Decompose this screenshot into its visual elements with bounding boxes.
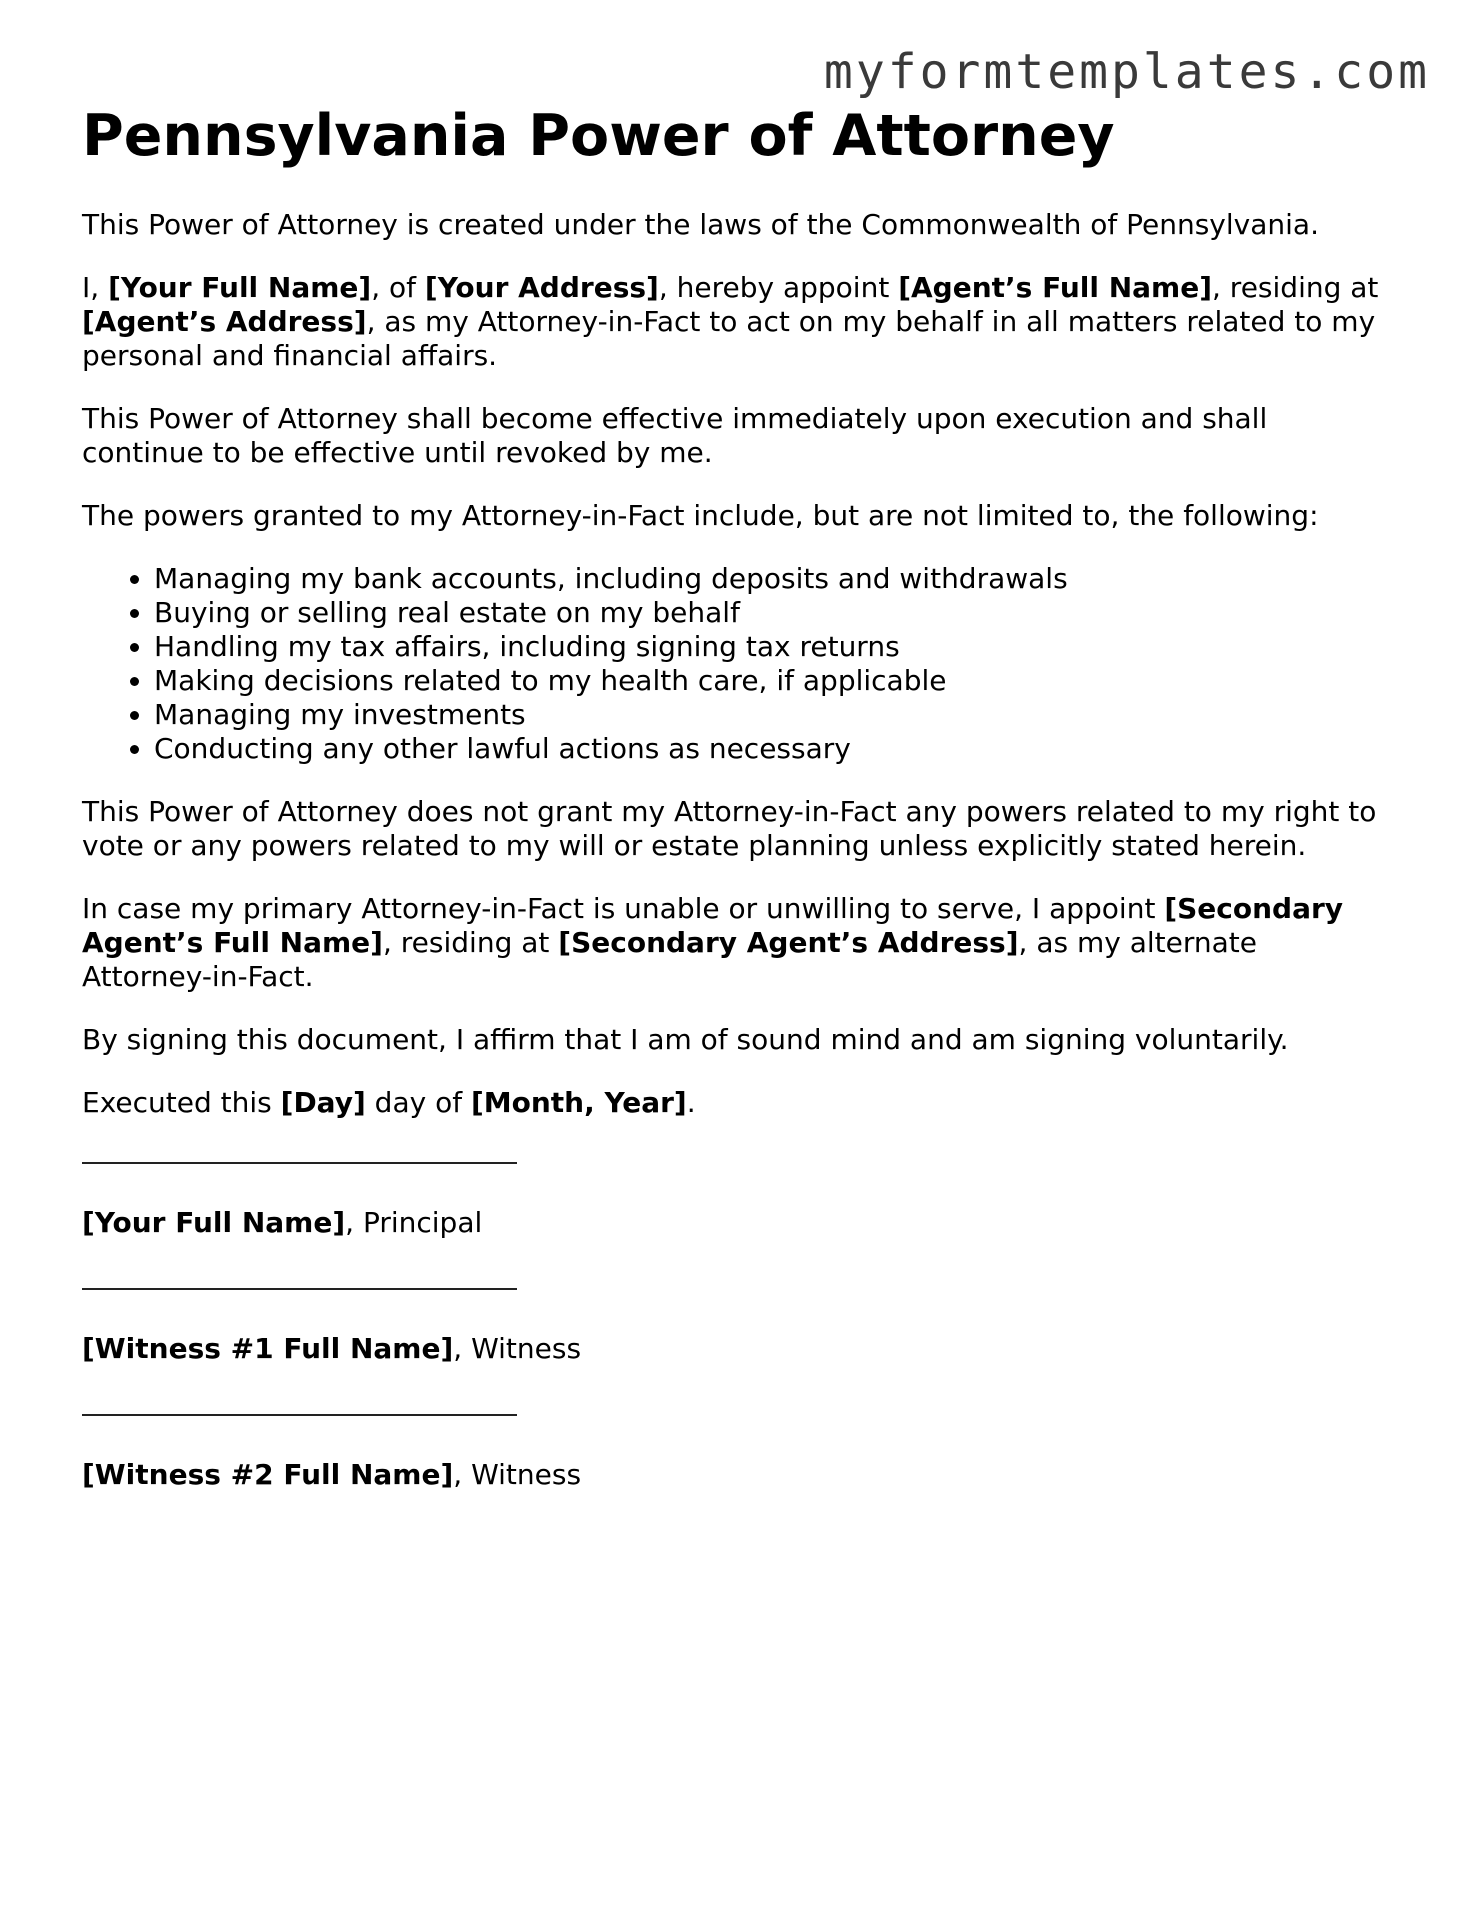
signer-name: [Witness #1 Full Name] (82, 1331, 454, 1365)
effective-paragraph: This Power of Attorney shall become effective immediately upon execution and shall continue to be effective until revoked by me. (82, 401, 1268, 469)
secondary-text: , residing at (382, 925, 559, 959)
signer-name: [Witness #2 Full Name] (82, 1457, 454, 1491)
limitations-paragraph: This Power of Attorney does not grant my Attorney-in-Fact any powers related to my right to vote or any powers related to my will or estate planning unless explicitly stated herein. (82, 794, 1377, 862)
signature-line (82, 1288, 517, 1290)
list-item: • Making decisions related to my health care, if applicable (154, 664, 1392, 698)
signature-line (82, 1162, 517, 1164)
list-item: • Managing my investments (154, 698, 1392, 732)
principal-address-field: [Your Address] (424, 270, 659, 304)
appointment-text: , residing at (1212, 270, 1379, 304)
affirmation-paragraph: By signing this document, I affirm that I am of sound mind and am signing voluntarily. (82, 1022, 1289, 1056)
witness-2-signature-block (82, 1414, 1392, 1492)
signature-label (82, 1458, 1392, 1492)
appointment-paragraph (82, 271, 1392, 373)
agent-address-field: [Agent’s Address] (82, 304, 367, 338)
signature-label (82, 1332, 1392, 1366)
appointment-text: , of (371, 270, 425, 304)
principal-name-field: [Your Full Name] (108, 270, 372, 304)
secondary-agent-name-field: [Secondary Agent’s Full Name] (82, 891, 1344, 959)
powers-intro-paragraph: The powers granted to my Attorney-in-Fact include, but are not limited to, the following: (82, 498, 1319, 532)
powers-list (82, 562, 1392, 766)
intro-paragraph: This Power of Attorney is created under the laws of the Commonwealth of Pennsylvania. (82, 207, 1319, 241)
secondary-agent-paragraph (82, 892, 1392, 994)
witness-1-signature-block (82, 1288, 1392, 1366)
secondary-agent-address-field: [Secondary Agent’s Address] (558, 925, 1019, 959)
signer-role: , Principal (345, 1205, 483, 1239)
execution-text: . (686, 1085, 696, 1119)
execution-text: Executed this (82, 1085, 281, 1119)
list-item: • Buying or selling real estate on my behalf (154, 596, 1392, 630)
signature-label (82, 1206, 1392, 1240)
signer-role: , Witness (453, 1331, 582, 1365)
document-page (82, 104, 1392, 1492)
signature-line (82, 1414, 517, 1416)
list-item: • Managing my bank accounts, including deposits and withdrawals (154, 562, 1392, 596)
secondary-text: , as my alternate Attorney-in-Fact. (82, 925, 1257, 993)
execution-paragraph (82, 1086, 1392, 1120)
principal-signature-block (82, 1162, 1392, 1240)
appointment-text: , hereby appoint (658, 270, 899, 304)
signer-role: , Witness (453, 1457, 582, 1491)
appointment-text: , as my Attorney-in-Fact to act on my behalf in all matters related to my personal and financial affairs. (82, 304, 1376, 372)
execution-text: day of (365, 1085, 471, 1119)
appointment-text: I, (82, 270, 109, 304)
document-title: Pennsylvania Power of Attorney (82, 103, 1115, 169)
watermark-text: myformtemplates.com (823, 44, 1430, 100)
execution-day-field: [Day] (280, 1085, 366, 1119)
signer-name: [Your Full Name] (82, 1205, 346, 1239)
list-item: • Handling my tax affairs, including signing tax returns (154, 630, 1392, 664)
secondary-text: In case my primary Attorney-in-Fact is unable or unwilling to serve, I appoint (82, 891, 1165, 925)
list-item: • Conducting any other lawful actions as necessary (154, 732, 1392, 766)
agent-name-field: [Agent’s Full Name] (898, 270, 1212, 304)
execution-month-year-field: [Month, Year] (470, 1085, 687, 1119)
